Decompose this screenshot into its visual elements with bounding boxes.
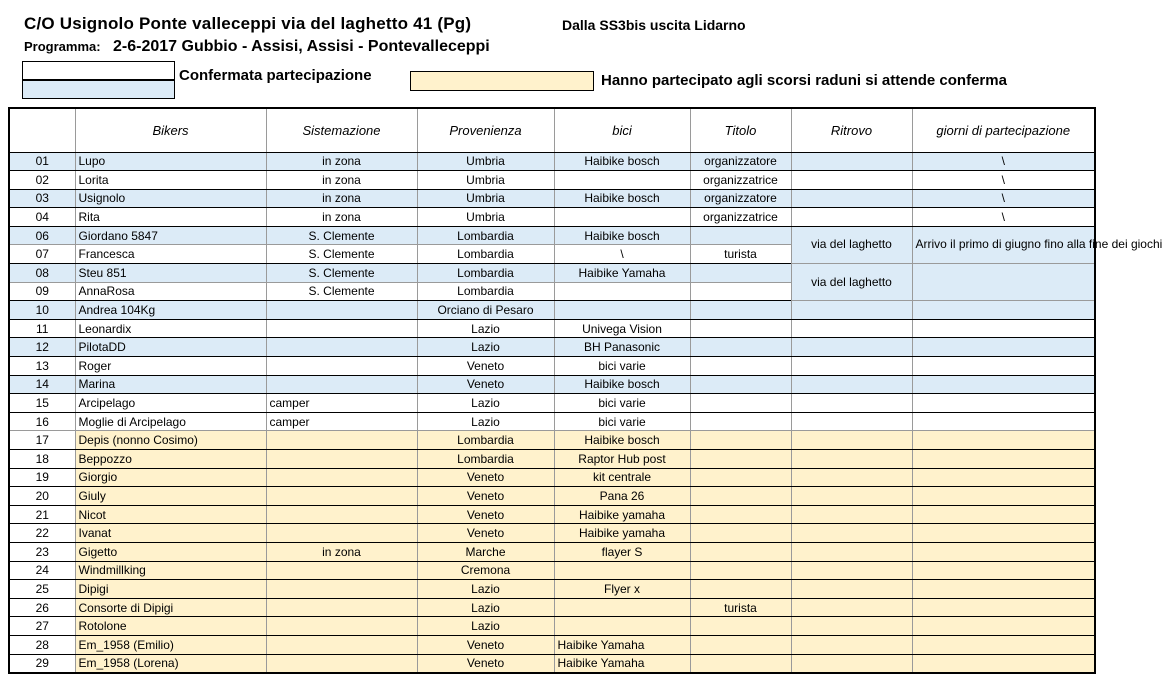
cell-giorni: Arrivo il primo di giugno fino alla fine dei giochi [912,226,1095,263]
cell-biker-name: Windmillking [75,561,266,580]
cell-titolo [690,468,791,487]
cell-provenienza: Veneto [417,375,554,394]
cell-sistemazione [266,617,417,636]
col-header-titolo: Titolo [690,108,791,152]
cell-number: 18 [9,450,75,469]
cell-giorni [912,635,1095,654]
cell-ritrovo [791,338,912,357]
cell-titolo [690,412,791,431]
cell-biker-name: Lupo [75,152,266,171]
cell-bici: Pana 26 [554,487,690,506]
table-row [9,189,1095,208]
table-row [9,171,1095,190]
cell-sistemazione [266,505,417,524]
cell-number: 28 [9,635,75,654]
cell-biker-name: Giuly [75,487,266,506]
cell-number: 21 [9,505,75,524]
cell-bici [554,598,690,617]
table-row [9,487,1095,506]
cell-number: 11 [9,319,75,338]
legend-swatch-white [22,61,175,80]
cell-titolo: organizzatrice [690,171,791,190]
cell-ritrovo [791,357,912,376]
cell-bici: Haibike bosch [554,375,690,394]
cell-sistemazione [266,375,417,394]
cell-bici: Haibike Yamaha [554,264,690,283]
cell-bici [554,301,690,320]
cell-titolo [690,617,791,636]
cell-giorni: \ [912,152,1095,171]
cell-sistemazione: in zona [266,189,417,208]
cell-provenienza: Lazio [417,394,554,413]
legend-pending-label: Hanno partecipato agli scorsi raduni si attende conferma [601,72,1007,89]
cell-number: 16 [9,412,75,431]
cell-sistemazione: camper [266,412,417,431]
cell-titolo [690,394,791,413]
cell-ritrovo [791,394,912,413]
cell-bici [554,282,690,301]
cell-bici: Haibike bosch [554,226,690,245]
page-title [24,14,746,34]
cell-sistemazione: in zona [266,542,417,561]
cell-titolo [690,338,791,357]
cell-ritrovo [791,542,912,561]
cell-number: 26 [9,598,75,617]
cell-giorni [912,617,1095,636]
cell-ritrovo [791,171,912,190]
cell-ritrovo [791,524,912,543]
cell-bici: Raptor Hub post [554,450,690,469]
cell-giorni [912,524,1095,543]
cell-sistemazione [266,580,417,599]
col-header-giorni: giorni di partecipazione [912,108,1095,152]
cell-giorni: \ [912,208,1095,227]
table-row [9,561,1095,580]
cell-provenienza: Lazio [417,617,554,636]
cell-biker-name: PilotaDD [75,338,266,357]
cell-ritrovo [791,208,912,227]
cell-bici [554,561,690,580]
cell-provenienza: Orciano di Pesaro [417,301,554,320]
table-row [9,301,1095,320]
program-label: Programma: [24,39,101,54]
cell-ritrovo [791,598,912,617]
cell-sistemazione [266,450,417,469]
cell-giorni [912,505,1095,524]
cell-biker-name: Andrea 104Kg [75,301,266,320]
cell-giorni [912,468,1095,487]
cell-number: 04 [9,208,75,227]
cell-titolo [690,580,791,599]
cell-sistemazione: S. Clemente [266,226,417,245]
cell-biker-name: Em_1958 (Emilio) [75,635,266,654]
col-header-bici: bici [554,108,690,152]
cell-titolo [690,487,791,506]
cell-giorni [912,561,1095,580]
cell-biker-name: Giorgio [75,468,266,487]
cell-titolo [690,542,791,561]
cell-biker-name: Lorita [75,171,266,190]
cell-biker-name: Dipigi [75,580,266,599]
col-header-ritrovo: Ritrovo [791,108,912,152]
cell-provenienza: Veneto [417,468,554,487]
cell-titolo [690,226,791,245]
cell-biker-name: Usignolo [75,189,266,208]
cell-sistemazione [266,561,417,580]
cell-provenienza: Umbria [417,171,554,190]
legend-confirmed-label: Confermata partecipazione [179,67,372,84]
cell-sistemazione [266,654,417,673]
table-row [9,338,1095,357]
cell-biker-name: Nicot [75,505,266,524]
cell-bici: bici varie [554,412,690,431]
cell-titolo [690,282,791,301]
cell-giorni [912,338,1095,357]
location-title: C/O Usignolo Ponte valleceppi via del laghetto 41 (Pg) [24,14,472,33]
cell-provenienza: Lazio [417,412,554,431]
cell-sistemazione [266,338,417,357]
cell-bici: Haibike Yamaha [554,635,690,654]
participants-table [8,107,1162,674]
cell-number: 17 [9,431,75,450]
cell-number: 10 [9,301,75,320]
cell-biker-name: Arcipelago [75,394,266,413]
exit-note: Dalla SS3bis uscita Lidarno [562,17,746,33]
cell-ritrovo [791,152,912,171]
cell-provenienza: Lombardia [417,264,554,283]
cell-biker-name: Roger [75,357,266,376]
cell-ritrovo [791,431,912,450]
cell-bici [554,617,690,636]
cell-biker-name: Em_1958 (Lorena) [75,654,266,673]
cell-number: 13 [9,357,75,376]
cell-biker-name: Francesca [75,245,266,264]
table-row [9,394,1095,413]
cell-provenienza: Lombardia [417,282,554,301]
cell-number: 24 [9,561,75,580]
cell-biker-name: Moglie di Arcipelago [75,412,266,431]
cell-ritrovo: via del laghetto [791,226,912,263]
cell-provenienza: Veneto [417,524,554,543]
cell-bici: BH Panasonic [554,338,690,357]
cell-titolo [690,431,791,450]
col-header-provenienza: Provenienza [417,108,554,152]
header-row [9,108,1095,152]
cell-number: 19 [9,468,75,487]
cell-sistemazione: S. Clemente [266,282,417,301]
cell-sistemazione: in zona [266,171,417,190]
program-value: 2-6-2017 Gubbio - Assisi, Assisi - Pontevalleceppi [113,38,490,55]
cell-number: 03 [9,189,75,208]
cell-provenienza: Veneto [417,505,554,524]
cell-bici: Haibike bosch [554,431,690,450]
cell-provenienza: Lazio [417,338,554,357]
cell-sistemazione: camper [266,394,417,413]
cell-bici: kit centrale [554,468,690,487]
cell-giorni [912,319,1095,338]
cell-provenienza: Lazio [417,580,554,599]
cell-sistemazione: S. Clemente [266,264,417,283]
cell-biker-name: Gigetto [75,542,266,561]
cell-bici: Haibike Yamaha [554,654,690,673]
cell-number: 12 [9,338,75,357]
table-row [9,654,1095,673]
cell-titolo [690,505,791,524]
table-row [9,152,1095,171]
cell-bici: Flyer x [554,580,690,599]
cell-giorni [912,654,1095,673]
table-row [9,264,1095,283]
cell-titolo: organizzatore [690,189,791,208]
cell-number: 20 [9,487,75,506]
cell-provenienza: Lombardia [417,226,554,245]
cell-sistemazione [266,301,417,320]
table-row [9,226,1095,245]
cell-biker-name: Leonardix [75,319,266,338]
cell-biker-name: Marina [75,375,266,394]
cell-titolo [690,319,791,338]
cell-titolo [690,635,791,654]
cell-ritrovo [791,412,912,431]
cell-provenienza: Cremona [417,561,554,580]
cell-provenienza: Lazio [417,319,554,338]
cell-number: 01 [9,152,75,171]
cell-bici: Haibike yamaha [554,524,690,543]
cell-biker-name: Depis (nonno Cosimo) [75,431,266,450]
cell-biker-name: Giordano 5847 [75,226,266,245]
cell-titolo [690,654,791,673]
cell-sistemazione [266,635,417,654]
cell-provenienza: Lazio [417,598,554,617]
cell-biker-name: AnnaRosa [75,282,266,301]
table-row [9,635,1095,654]
cell-giorni [912,301,1095,320]
cell-provenienza: Lombardia [417,450,554,469]
cell-sistemazione: in zona [266,208,417,227]
cell-giorni: \ [912,171,1095,190]
cell-sistemazione [266,431,417,450]
cell-provenienza: Marche [417,542,554,561]
cell-sistemazione: S. Clemente [266,245,417,264]
table-row [9,505,1095,524]
cell-giorni [912,487,1095,506]
col-header-sistemazione: Sistemazione [266,108,417,152]
table-row [9,524,1095,543]
cell-provenienza: Umbria [417,189,554,208]
table-row [9,468,1095,487]
cell-number: 29 [9,654,75,673]
table-row [9,375,1095,394]
cell-titolo [690,375,791,394]
cell-titolo: turista [690,598,791,617]
table-row [9,357,1095,376]
table-row [9,598,1095,617]
cell-ritrovo [791,654,912,673]
cell-bici: Haibike yamaha [554,505,690,524]
cell-giorni: \ [912,189,1095,208]
cell-bici: Univega Vision [554,319,690,338]
cell-number: 08 [9,264,75,283]
cell-ritrovo: via del laghetto [791,264,912,301]
cell-titolo [690,357,791,376]
table-row [9,412,1095,431]
cell-titolo [690,561,791,580]
cell-provenienza: Umbria [417,208,554,227]
cell-ritrovo [791,487,912,506]
cell-giorni [912,542,1095,561]
cell-number: 15 [9,394,75,413]
cell-provenienza: Veneto [417,487,554,506]
cell-giorni [912,357,1095,376]
cell-biker-name: Consorte di Dipigi [75,598,266,617]
cell-ritrovo [791,301,912,320]
cell-provenienza: Lombardia [417,245,554,264]
cell-giorni [912,580,1095,599]
legend-swatch-confirmed [22,80,175,99]
cell-giorni [912,264,1095,301]
cell-bici: bici varie [554,357,690,376]
cell-biker-name: Steu 851 [75,264,266,283]
cell-number: 09 [9,282,75,301]
cell-bici [554,208,690,227]
cell-biker-name: Rotolone [75,617,266,636]
table-row [9,617,1095,636]
cell-bici: Haibike bosch [554,152,690,171]
cell-provenienza: Veneto [417,654,554,673]
program-line [24,38,490,56]
cell-provenienza: Umbria [417,152,554,171]
cell-biker-name: Ivanat [75,524,266,543]
cell-sistemazione [266,357,417,376]
cell-sistemazione [266,319,417,338]
cell-number: 14 [9,375,75,394]
cell-giorni [912,450,1095,469]
cell-number: 02 [9,171,75,190]
cell-ritrovo [791,319,912,338]
cell-provenienza: Lombardia [417,431,554,450]
cell-bici [554,171,690,190]
cell-ritrovo [791,468,912,487]
cell-number: 06 [9,226,75,245]
cell-titolo: organizzatrice [690,208,791,227]
cell-ritrovo [791,505,912,524]
cell-provenienza: Veneto [417,635,554,654]
cell-giorni [912,431,1095,450]
cell-sistemazione: in zona [266,152,417,171]
cell-sistemazione [266,524,417,543]
cell-sistemazione [266,598,417,617]
cell-bici: \ [554,245,690,264]
cell-giorni [912,375,1095,394]
cell-bici: bici varie [554,394,690,413]
cell-giorni [912,598,1095,617]
cell-number: 27 [9,617,75,636]
cell-titolo [690,301,791,320]
cell-number: 07 [9,245,75,264]
cell-titolo: organizzatore [690,152,791,171]
table-row [9,319,1095,338]
cell-biker-name: Beppozzo [75,450,266,469]
cell-titolo [690,450,791,469]
cell-ritrovo [791,450,912,469]
cell-number: 22 [9,524,75,543]
cell-titolo [690,524,791,543]
cell-giorni [912,412,1095,431]
table-row [9,450,1095,469]
cell-number: 25 [9,580,75,599]
table-row [9,208,1095,227]
col-header-num [9,108,75,152]
cell-sistemazione [266,487,417,506]
table-row [9,431,1095,450]
table-row [9,542,1095,561]
cell-biker-name: Rita [75,208,266,227]
cell-provenienza: Veneto [417,357,554,376]
cell-ritrovo [791,189,912,208]
cell-bici: flayer S [554,542,690,561]
cell-bici: Haibike bosch [554,189,690,208]
cell-ritrovo [791,617,912,636]
cell-sistemazione [266,468,417,487]
cell-ritrovo [791,561,912,580]
cell-ritrovo [791,580,912,599]
legend-swatch-pending [410,71,594,91]
table-row [9,580,1095,599]
cell-titolo: turista [690,245,791,264]
cell-number: 23 [9,542,75,561]
cell-ritrovo [791,375,912,394]
cell-giorni [912,394,1095,413]
col-header-bikers: Bikers [75,108,266,152]
cell-ritrovo [791,635,912,654]
cell-titolo [690,264,791,283]
